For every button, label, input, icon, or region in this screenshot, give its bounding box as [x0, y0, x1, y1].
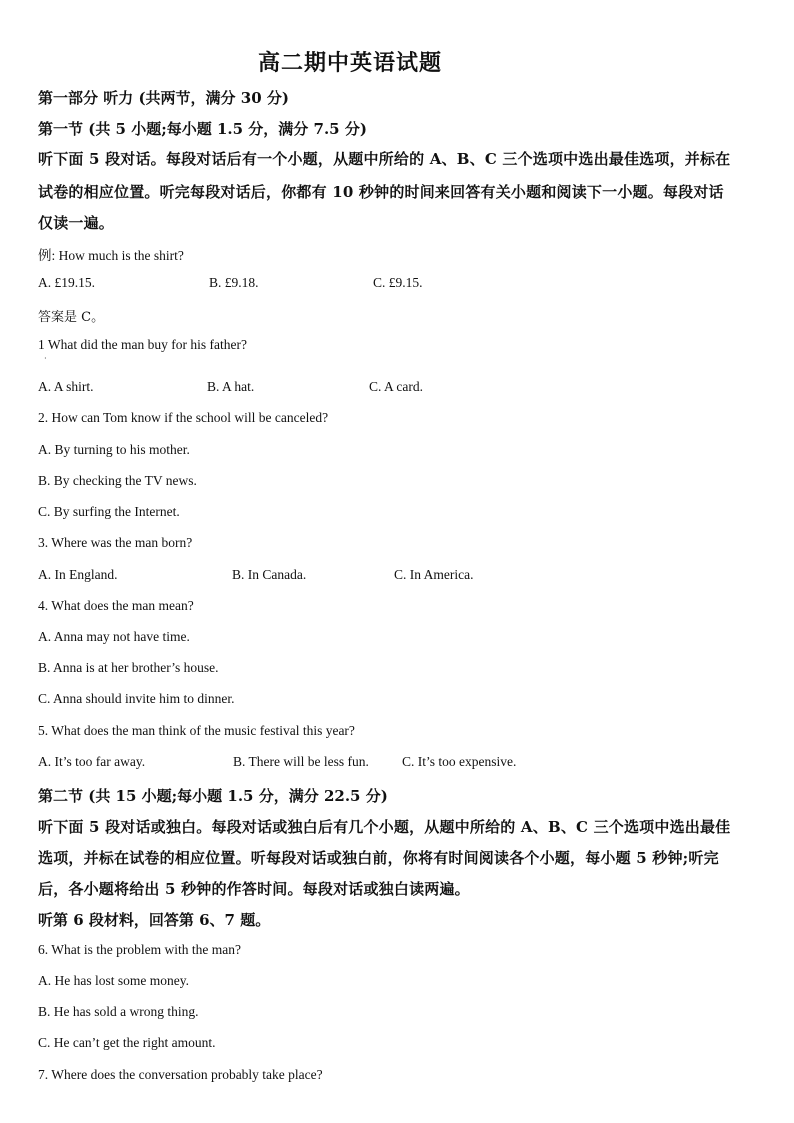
- section2-instruction-line: 听下面 5 段对话或独白。每段对话或独白后有几个小题，从题中所给的 A、B、C 三个选项中选出最佳: [38, 818, 731, 836]
- q5-option-c: C. It’s too expensive.: [402, 754, 517, 769]
- question-2: 2. How can Tom know if the school will be canceled?: [38, 410, 329, 425]
- q3-option-c: C. In America.: [394, 567, 474, 582]
- page-title: 高二期中英语试题: [257, 50, 442, 76]
- q3-option-a: A. In England.: [38, 567, 118, 582]
- q6-option-c: C. He can’t get the right amount.: [38, 1035, 216, 1050]
- q2-option-b: B. By checking the TV news.: [38, 473, 197, 488]
- q5-option-b: B. There will be less fun.: [233, 754, 369, 769]
- example-option-a: A. £19.15.: [38, 275, 95, 290]
- q1-option-a: A. A shirt.: [38, 379, 94, 394]
- section1-instruction-line: 试卷的相应位置。听完每段对话后，你都有 10 秒钟的时间来回答有关小题和阅读下一小题。每段对话: [38, 183, 724, 201]
- part1-heading: 第一部分 听力 (共两节，满分 30 分): [38, 89, 289, 107]
- example-question: 例: How much is the shirt?: [38, 248, 184, 263]
- example-option-b: B. £9.18.: [209, 275, 259, 290]
- question-1-dot: ·: [44, 354, 47, 363]
- q4-option-c: C. Anna should invite him to dinner.: [38, 691, 235, 706]
- material-heading: 听第 6 段材料，回答第 6、7 题。: [38, 911, 271, 929]
- q1-option-c: C. A card.: [369, 379, 423, 394]
- question-4: 4. What does the man mean?: [38, 598, 194, 613]
- q3-option-b: B. In Canada.: [232, 567, 307, 582]
- section1-instruction-line: 仅读一遍。: [38, 214, 115, 232]
- section2-heading: 第二节 (共 15 小题;每小题 1.5 分，满分 22.5 分): [38, 787, 388, 805]
- q4-option-a: A. Anna may not have time.: [38, 629, 190, 644]
- question-3: 3. Where was the man born?: [38, 535, 193, 550]
- section1-instruction-line: 听下面 5 段对话。每段对话后有一个小题，从题中所给的 A、B、C 三个选项中选出最佳选项，并标在: [38, 150, 731, 168]
- q1-option-b: B. A hat.: [207, 379, 255, 394]
- q5-option-a: A. It’s too far away.: [38, 754, 146, 769]
- example-answer: 答案是 C。: [38, 310, 105, 325]
- q4-option-b: B. Anna is at her brother’s house.: [38, 660, 219, 675]
- section1-heading: 第一节 (共 5 小题;每小题 1.5 分，满分 7.5 分): [38, 120, 367, 138]
- example-option-c: C. £9.15.: [373, 275, 423, 290]
- question-6: 6. What is the problem with the man?: [38, 942, 241, 957]
- question-7: 7. Where does the conversation probably take place?: [38, 1067, 323, 1082]
- q6-option-b: B. He has sold a wrong thing.: [38, 1004, 199, 1019]
- question-5: 5. What does the man think of the music festival this year?: [38, 723, 355, 738]
- q2-option-c: C. By surfing the Internet.: [38, 504, 180, 519]
- section2-instruction-line: 后，各小题将给出 5 秒钟的作答时间。每段对话或独白读两遍。: [38, 880, 470, 898]
- question-1: 1 What did the man buy for his father?: [38, 337, 247, 352]
- q2-option-a: A. By turning to his mother.: [38, 442, 190, 457]
- q6-option-a: A. He has lost some money.: [38, 973, 189, 988]
- section2-instruction-line: 选项，并标在试卷的相应位置。听每段对话或独白前，你将有时间阅读各个小题，每小题 5 秒钟;听完: [38, 849, 719, 867]
